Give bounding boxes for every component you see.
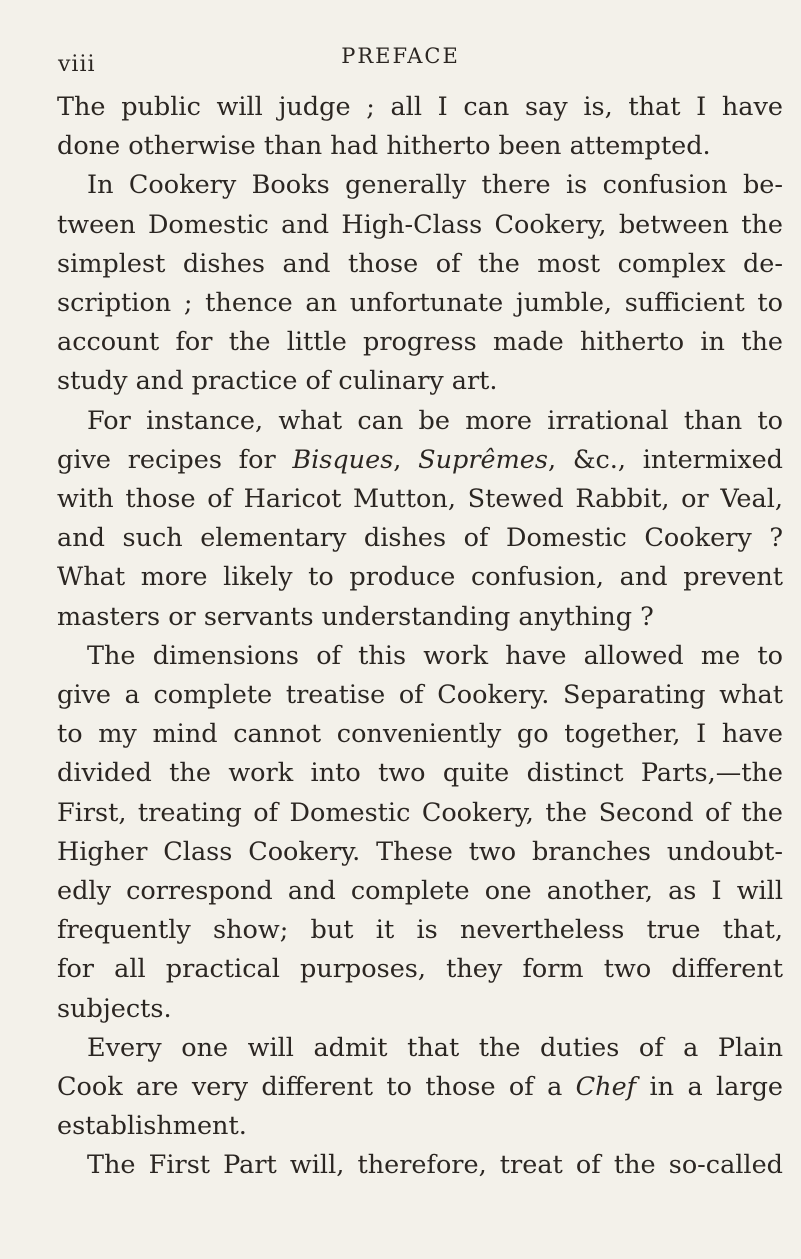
text-line: simplest dishes and those of the most complex de- — [57, 248, 783, 279]
text-line: account for the little progress made hitherto in the — [57, 327, 783, 358]
text-line: divided the work into two quite distinct Parts,—the — [57, 758, 783, 789]
text-line: tween Domestic and High-Class Cookery, between the — [57, 209, 783, 240]
text-line: Higher Class Cookery. These two branches undoubt- — [57, 836, 783, 867]
text-line: and such elementary dishes of Domestic Cookery ? — [57, 523, 783, 554]
text-segment: Cook are very different to those of a — [57, 1072, 576, 1103]
text-line: The public will judge ; all I can say is, that I have — [57, 92, 783, 122]
text-line: give a complete treatise of Cookery. Separating what — [57, 680, 783, 711]
text-line: for all practical purposes, they form two different — [57, 954, 783, 985]
text-line: For instance, what can be more irrational than to — [87, 405, 783, 436]
text-line: with those of Haricot Mutton, Stewed Rabbit, or Veal, — [57, 484, 783, 515]
text-line: establishment. — [57, 1111, 247, 1142]
text-line: scription ; thence an unfortunate jumble, sufficient to — [57, 288, 783, 319]
text-line: What more likely to produce confusion, and prevent — [57, 562, 783, 593]
italic-term-supremes: Suprêmes — [418, 444, 548, 475]
text-segment: in a large — [636, 1072, 783, 1103]
italic-term-bisques: Bisques — [292, 444, 394, 475]
italic-term-chef: Chef — [575, 1072, 637, 1103]
text-line: study and practice of culinary art. — [57, 366, 498, 397]
text-line: edly correspond and complete one another, as I will — [57, 876, 783, 907]
text-segment: , — [393, 444, 419, 475]
text-line: subjects. — [57, 993, 172, 1024]
page-number: viii — [58, 52, 96, 77]
body-text — [57, 88, 783, 1186]
text-line: frequently show; but it is nevertheless true that, — [57, 915, 783, 946]
text-segment: give recipes for — [57, 444, 293, 475]
text-line: The dimensions of this work have allowed me to — [87, 640, 783, 671]
text-line: masters or servants understanding anything ? — [57, 601, 654, 632]
text-line: In Cookery Books generally there is confusion be- — [87, 170, 783, 201]
text-line: Every one will admit that the duties of a Plain — [87, 1032, 783, 1063]
text-line — [57, 441, 783, 480]
text-line: done otherwise than had hitherto been attempted. — [57, 131, 711, 162]
text-line — [57, 1068, 783, 1107]
running-head: PREFACE — [341, 44, 460, 68]
text-line: to my mind cannot conveniently go together, I have — [57, 719, 783, 750]
text-segment: , &c., intermixed — [547, 444, 783, 475]
text-line: The First Part will, therefore, treat of the so-called — [87, 1150, 783, 1181]
text-line: First, treating of Domestic Cookery, the Second of the — [57, 797, 783, 828]
